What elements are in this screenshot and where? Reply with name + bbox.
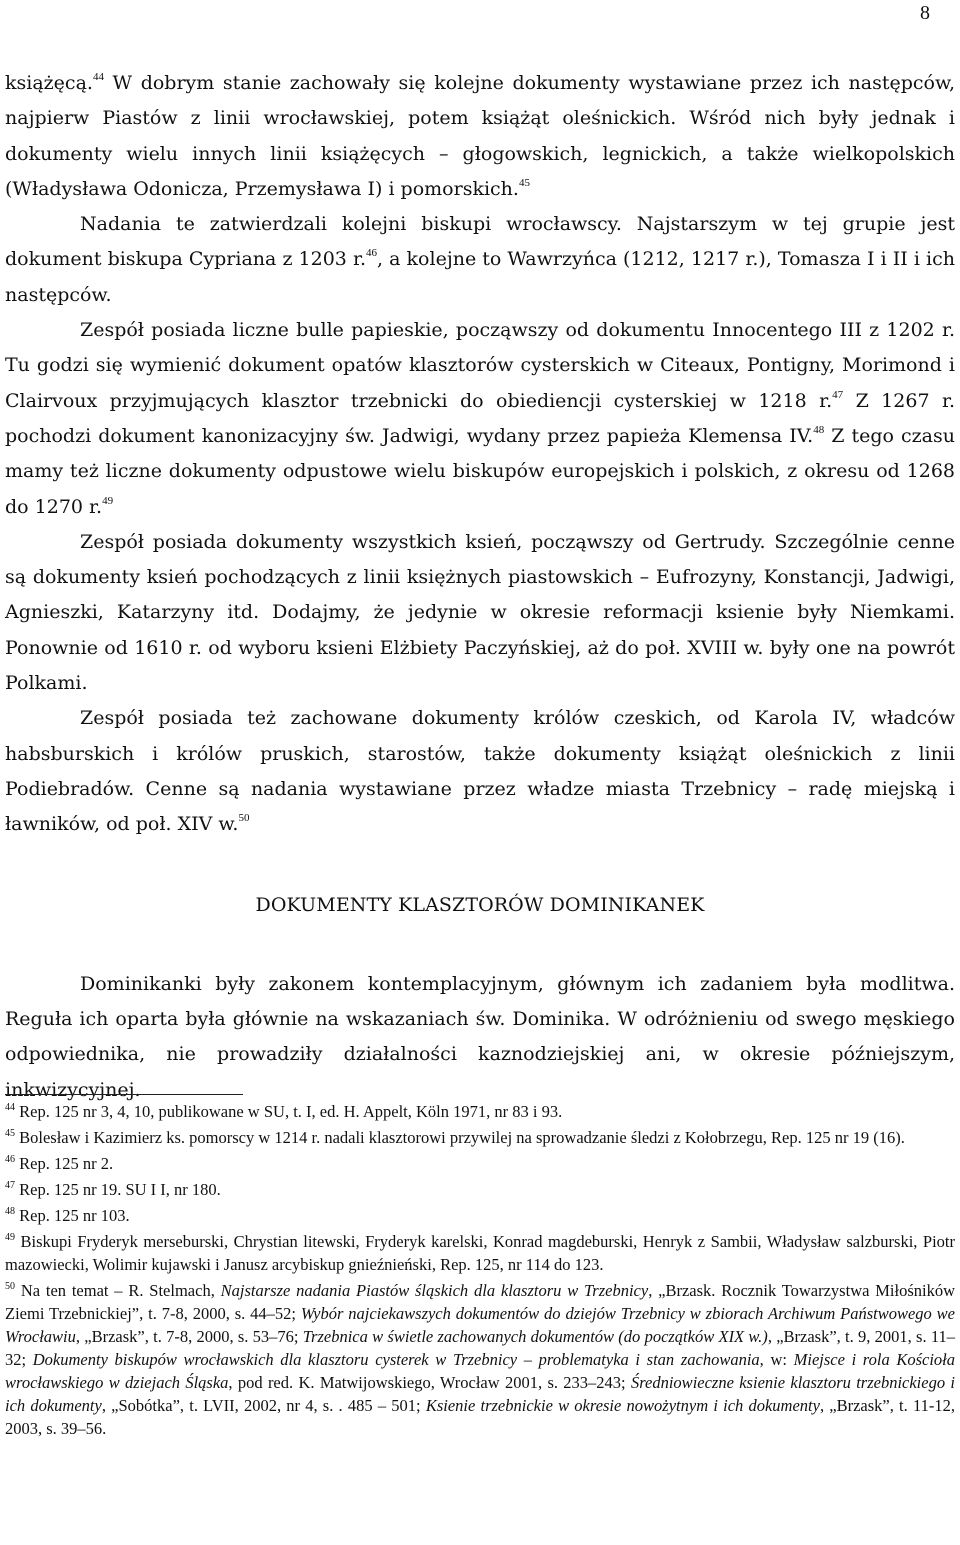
paragraph xyxy=(5,525,955,701)
footnote xyxy=(5,1152,955,1175)
text-run: , a kolejne to Wawrzyńca (1212, 1217 r.), Tomasza I i II i ich następców. xyxy=(5,248,955,306)
footnote-ref: 44 xyxy=(92,71,104,83)
paragraph: Dominikanki były zakonem kontemplacyjnym, głównym ich zadaniem była modlitwa. Reguła ich oparta była głównie na wskazaniach św. Dominika. W odróżnieniu od swego męskiego odpowiednika, nie prowadziły działalności kaznodziejskiej ani, w okresie późniejszym, inkwizycyjnej. xyxy=(5,972,955,1101)
footnote-ref: 48 xyxy=(813,423,825,436)
paragraph xyxy=(5,701,955,842)
text-run: Bolesław i Kazimierz ks. pomorscy w 1214 r. nadali klasztorowi przywilej na sprowadzanie śledzi z Kołobrzegu, Rep. 125 nr 19 (16). xyxy=(19,1128,905,1147)
text-run: , w: xyxy=(759,1350,794,1369)
footnote-ref: 49 xyxy=(102,494,114,507)
footnote-ref: 50 xyxy=(238,812,250,825)
text-run: książęcą. xyxy=(5,72,93,94)
footnote-number: 50 xyxy=(5,1281,15,1292)
text-run: , „Brzask”, t. 11-12, 2003, s. 39–56. xyxy=(5,1396,955,1438)
footnote xyxy=(5,1126,955,1149)
text-run: Rep. 125 nr 103. xyxy=(19,1206,130,1225)
main-text xyxy=(5,66,955,1108)
footnote-number: 46 xyxy=(5,1154,15,1165)
footnote-ref: 45 xyxy=(518,176,530,189)
footnotes xyxy=(5,1100,955,1443)
text-run: Z tego czasu mamy też liczne dokumenty odpustowe wielu biskupów europejskich i polskich, z okresu od 1268 do 1270 r. xyxy=(5,424,955,518)
footnote-ref: 47 xyxy=(832,388,844,401)
text-run: , pod red. K. Matwijowskiego, Wrocław 2001, s. 233–243; xyxy=(228,1373,631,1392)
footnote-separator xyxy=(5,1094,243,1095)
italic-title: Najstarsze nadania Piastów śląskich dla klasztoru w Trzebnicy xyxy=(220,1281,649,1300)
text-run: Rep. 125 nr 19. SU I I, nr 180. xyxy=(19,1180,221,1199)
text-run: , „Brzask. Rocznik Towarzystwa Miłośników Ziemi Trzebnickiej”, t. 7-8, 2000, s. 44–52; xyxy=(5,1281,956,1323)
italic-title: Trzebnica w świetle zachowanych dokumentów (do początków XIX w.) xyxy=(302,1327,768,1346)
paragraph xyxy=(5,313,955,525)
italic-title: Dokumenty biskupów wrocławskich dla klasztoru cysterek w Trzebnicy – problematyka i stan zachowania xyxy=(32,1350,760,1369)
footnote-number: 49 xyxy=(5,1232,15,1243)
italic-title: Wybór najciekawszych dokumentów do dziejów Trzebnicy w zbiorach Archiwum Państwowego we Wrocławiu xyxy=(5,1304,956,1346)
footnote-number: 44 xyxy=(5,1102,15,1113)
text-run: Biskupi Fryderyk merseburski, Chrystian litewski, Fryderyk karelski, Konrad magdeburski, Henryk z Sambii, Władysław salzburski, Piotr mazowiecki, Wolimir kujawski i Janusz arcybiskup gnieźnieński, Rep. 125, nr 114 do 123. xyxy=(5,1232,955,1274)
footnote-number: 45 xyxy=(5,1128,15,1139)
text-run: Zespół posiada liczne bulle papieskie, począwszy od dokumentu Innocentego III z 1202 r. Tu godzi się wymienić dokument opatów klasztorów cysterskich w Citeaux, Pontigny, Morimond i Clairvoux przyjmujących klasztor trzebnicki do obiediencji cysterskiej w 1218 r. xyxy=(5,319,955,412)
text-run: Zespół posiada też zachowane dokumenty królów czeskich, od Karola IV, władców habsburskich i królów pruskich, starostów, także dokumenty książąt oleśnickich z linii Podiebradów. Cenne są nadania wystawiane przez władze miasta Trzebnicy – radę miejską i ławników, od poł. XIV w. xyxy=(5,707,955,836)
text-run: Zespół posiada dokumenty wszystkich ksień, począwszy od Gertrudy. Szczególnie cenne są dokumenty ksień pochodzących z linii księżnych piastowskich – Eufrozyny, Konstancji, Jadwigi, Agnieszki, Katarzyny itd. Dodajmy, że jedynie w okresie reformacji ksienie były Niemkami. Ponownie od 1610 r. od wyboru ksieni Elżbiety Paczyńskiej, aż do poł. XVIII w. były one na powrót Polkami. xyxy=(5,530,955,695)
italic-title: Średniowieczne ksienie klasztoru trzebnickiego i ich dokumenty xyxy=(5,1373,955,1415)
footnote xyxy=(5,1178,955,1201)
italic-title: Miejsce i rola Kościoła wrocławskiego w dziejach Śląska xyxy=(5,1350,956,1392)
text-run: W dobrym stanie zachowały się kolejne dokumenty wystawiane przez ich następców, najpierw Piastów z linii wrocławskiej, potem książąt oleśnickich. Wśród nich były jednak i dokumenty wielu innych linii książęcych – głogowskich, legnickich, a także wielkopolskich (Władysława Odonicza, Przemysława I) i pomorskich. xyxy=(5,72,955,200)
page-number: 8 xyxy=(920,2,930,24)
text-run: Rep. 125 nr 2. xyxy=(19,1154,114,1173)
paragraph-list xyxy=(5,66,955,843)
footnote-ref: 46 xyxy=(366,247,378,260)
text-run: Z 1267 r. pochodzi dokument kanonizacyjny św. Jadwigi, wydany przez papieża Klemensa IV. xyxy=(5,389,955,447)
footnote-number: 48 xyxy=(5,1206,15,1217)
text-run: , „Sobótka”, t. LVII, 2002, nr 4, s. . 485 – 501; xyxy=(101,1396,426,1415)
text-run: , „Brzask”, t. 7-8, 2000, s. 53–76; xyxy=(75,1327,303,1346)
text-run: , „Brzask”, t. 9, 2001, s. 11–32; xyxy=(5,1327,955,1369)
paragraph xyxy=(5,207,955,313)
italic-title: Ksienie trzebnickie w okresie nowożytnym i ich dokumenty xyxy=(425,1396,820,1415)
paragraph xyxy=(5,66,955,207)
footnote xyxy=(5,1100,955,1123)
footnote-number: 47 xyxy=(5,1180,15,1191)
footnote xyxy=(5,1279,955,1440)
footnote xyxy=(5,1230,955,1276)
section-heading: DOKUMENTY KLASZTORÓW DOMINIKANEK xyxy=(255,893,705,916)
text-run: Nadania te zatwierdzali kolejni biskupi wrocławscy. Najstarszym w tej grupie jest dokument biskupa Cypriana z 1203 r. xyxy=(5,213,955,271)
text-run: Na ten temat – R. Stelmach, xyxy=(20,1281,221,1300)
footnote xyxy=(5,1204,955,1227)
text-run: Rep. 125 nr 3, 4, 10, publikowane w SU, t. I, ed. H. Appelt, Köln 1971, nr 83 i 93. xyxy=(19,1102,563,1121)
